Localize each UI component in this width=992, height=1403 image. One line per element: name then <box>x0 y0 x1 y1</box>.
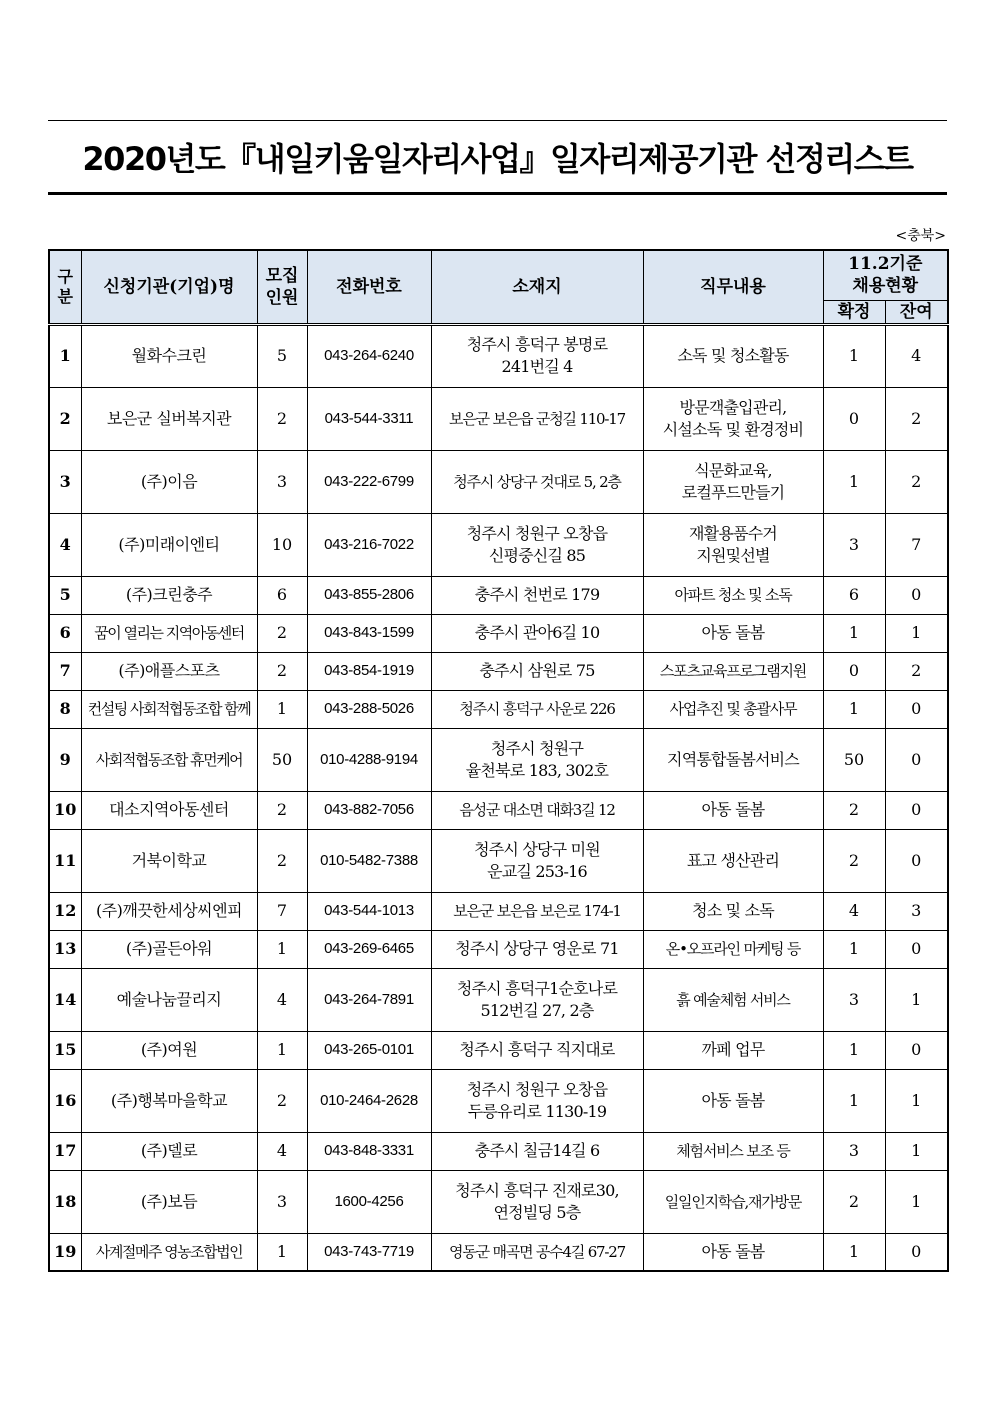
cell-no: 6 <box>49 614 81 652</box>
header-no: 구 분 <box>49 250 81 324</box>
cell-job: 청소 및 소독 <box>643 892 823 930</box>
cell-org: 예술나눔끌리지 <box>81 968 257 1031</box>
header-confirmed: 확정 <box>823 300 885 324</box>
table-body <box>49 324 948 1271</box>
cell-no: 14 <box>49 968 81 1031</box>
cell-phone: 043-265-0101 <box>307 1031 431 1069</box>
cell-count: 4 <box>257 968 307 1031</box>
cell-org: 보은군 실버복지관 <box>81 387 257 450</box>
cell-job: 흙 예술체험 서비스 <box>643 968 823 1031</box>
cell-phone: 043-269-6465 <box>307 930 431 968</box>
table-row <box>49 690 948 728</box>
cell-address: 청주시 청원구 오창읍 신평중신길 85 <box>431 513 643 576</box>
cell-phone: 043-264-6240 <box>307 324 431 387</box>
table-row <box>49 1031 948 1069</box>
cell-org: (주)크린충주 <box>81 576 257 614</box>
cell-count: 5 <box>257 324 307 387</box>
cell-job: 아동 돌봄 <box>643 1233 823 1271</box>
cell-address: 음성군 대소면 대화3길 12 <box>431 791 643 829</box>
cell-confirmed: 3 <box>823 968 885 1031</box>
cell-no: 3 <box>49 450 81 513</box>
table-row <box>49 728 948 791</box>
cell-confirmed: 3 <box>823 1132 885 1170</box>
table-row <box>49 1170 948 1233</box>
cell-count: 3 <box>257 450 307 513</box>
cell-org: (주)행복마을학교 <box>81 1069 257 1132</box>
cell-address: 청주시 흥덕구 사운로 226 <box>431 690 643 728</box>
cell-no: 9 <box>49 728 81 791</box>
cell-no: 10 <box>49 791 81 829</box>
cell-phone: 010-2464-2628 <box>307 1069 431 1132</box>
cell-remaining: 1 <box>885 1132 948 1170</box>
cell-confirmed: 1 <box>823 450 885 513</box>
cell-count: 1 <box>257 1233 307 1271</box>
cell-address: 청주시 흥덕구 진재로30, 연정빌딩 5층 <box>431 1170 643 1233</box>
cell-address: 충주시 관아6길 10 <box>431 614 643 652</box>
cell-count: 2 <box>257 829 307 892</box>
cell-phone: 043-288-5026 <box>307 690 431 728</box>
cell-count: 2 <box>257 652 307 690</box>
cell-address: 청주시 흥덕구 봉명로 241번길 4 <box>431 324 643 387</box>
cell-remaining: 2 <box>885 450 948 513</box>
cell-org: (주)이음 <box>81 450 257 513</box>
cell-confirmed: 2 <box>823 829 885 892</box>
cell-address: 청주시 상당구 미원 운교길 253-16 <box>431 829 643 892</box>
cell-job: 지역통합돌봄서비스 <box>643 728 823 791</box>
cell-address: 보은군 보은읍 군청길 110-17 <box>431 387 643 450</box>
region-label: <충북> <box>895 228 946 244</box>
cell-count: 4 <box>257 1132 307 1170</box>
cell-job: 아동 돌봄 <box>643 614 823 652</box>
cell-confirmed: 1 <box>823 690 885 728</box>
cell-job: 스포츠교육프로그램지원 <box>643 652 823 690</box>
cell-confirmed: 3 <box>823 513 885 576</box>
cell-confirmed: 4 <box>823 892 885 930</box>
cell-confirmed: 2 <box>823 1170 885 1233</box>
cell-phone: 043-743-7719 <box>307 1233 431 1271</box>
cell-no: 8 <box>49 690 81 728</box>
cell-address: 영동군 매곡면 공수4길 67-27 <box>431 1233 643 1271</box>
cell-job: 까페 업무 <box>643 1031 823 1069</box>
cell-count: 6 <box>257 576 307 614</box>
cell-job: 아동 돌봄 <box>643 1069 823 1132</box>
cell-confirmed: 6 <box>823 576 885 614</box>
cell-confirmed: 1 <box>823 1069 885 1132</box>
cell-confirmed: 1 <box>823 930 885 968</box>
cell-confirmed: 0 <box>823 387 885 450</box>
table-row <box>49 791 948 829</box>
cell-job: 온•오프라인 마케팅 등 <box>643 930 823 968</box>
cell-address: 청주시 흥덕구1순호나로 512번길 27, 2층 <box>431 968 643 1031</box>
cell-count: 1 <box>257 930 307 968</box>
cell-phone: 043-848-3331 <box>307 1132 431 1170</box>
cell-confirmed: 2 <box>823 791 885 829</box>
header-remaining: 잔여 <box>885 300 948 324</box>
cell-count: 2 <box>257 791 307 829</box>
cell-phone: 043-216-7022 <box>307 513 431 576</box>
cell-no: 16 <box>49 1069 81 1132</box>
cell-org: 월화수크린 <box>81 324 257 387</box>
cell-remaining: 1 <box>885 1069 948 1132</box>
cell-remaining: 1 <box>885 614 948 652</box>
title-block <box>48 120 947 195</box>
cell-phone: 043-882-7056 <box>307 791 431 829</box>
cell-org: (주)미래이엔티 <box>81 513 257 576</box>
table-row <box>49 1233 948 1271</box>
cell-confirmed: 0 <box>823 652 885 690</box>
cell-address: 보은군 보은읍 보은로 174-1 <box>431 892 643 930</box>
table-row <box>49 892 948 930</box>
table-row <box>49 614 948 652</box>
cell-no: 19 <box>49 1233 81 1271</box>
table-row <box>49 652 948 690</box>
cell-count: 1 <box>257 690 307 728</box>
cell-remaining: 0 <box>885 1031 948 1069</box>
cell-count: 2 <box>257 1069 307 1132</box>
cell-job: 체험서비스 보조 등 <box>643 1132 823 1170</box>
cell-count: 10 <box>257 513 307 576</box>
table-row <box>49 387 948 450</box>
cell-count: 2 <box>257 614 307 652</box>
header-address: 소재지 <box>431 250 643 324</box>
cell-no: 13 <box>49 930 81 968</box>
cell-phone: 1600-4256 <box>307 1170 431 1233</box>
cell-no: 7 <box>49 652 81 690</box>
cell-count: 7 <box>257 892 307 930</box>
cell-job: 표고 생산관리 <box>643 829 823 892</box>
cell-remaining: 0 <box>885 576 948 614</box>
cell-job: 소독 및 청소활동 <box>643 324 823 387</box>
table-row <box>49 324 948 387</box>
cell-remaining: 2 <box>885 652 948 690</box>
cell-count: 3 <box>257 1170 307 1233</box>
cell-address: 충주시 삼원로 75 <box>431 652 643 690</box>
cell-remaining: 2 <box>885 387 948 450</box>
cell-org: 사회적협동조합 휴먼케어 <box>81 728 257 791</box>
cell-job: 아파트 청소 및 소독 <box>643 576 823 614</box>
cell-confirmed: 1 <box>823 1233 885 1271</box>
table-row <box>49 576 948 614</box>
cell-job: 식문화교육, 로컬푸드만들기 <box>643 450 823 513</box>
cell-remaining: 0 <box>885 1233 948 1271</box>
table-row <box>49 930 948 968</box>
cell-job: 재활용품수거 지원및선별 <box>643 513 823 576</box>
cell-address: 청주시 청원구 오창읍 두릉유리로 1130-19 <box>431 1069 643 1132</box>
cell-phone: 043-222-6799 <box>307 450 431 513</box>
cell-org: (주)여원 <box>81 1031 257 1069</box>
cell-address: 청주시 흥덕구 직지대로 <box>431 1031 643 1069</box>
header-org: 신청기관(기업)명 <box>81 250 257 324</box>
cell-address: 청주시 상당구 것대로 5, 2층 <box>431 450 643 513</box>
cell-count: 1 <box>257 1031 307 1069</box>
cell-no: 5 <box>49 576 81 614</box>
cell-no: 2 <box>49 387 81 450</box>
table-row <box>49 829 948 892</box>
cell-remaining: 0 <box>885 728 948 791</box>
cell-org: 대소지역아동센터 <box>81 791 257 829</box>
table-row <box>49 513 948 576</box>
cell-job: 방문객출입관리, 시설소독 및 환경정비 <box>643 387 823 450</box>
cell-remaining: 7 <box>885 513 948 576</box>
cell-org: 사계절메주 영농조합법인 <box>81 1233 257 1271</box>
header-job: 직무내용 <box>643 250 823 324</box>
cell-job: 일일인지학습,재가방문 <box>643 1170 823 1233</box>
cell-remaining: 4 <box>885 324 948 387</box>
cell-org: (주)델로 <box>81 1132 257 1170</box>
cell-remaining: 0 <box>885 791 948 829</box>
cell-address: 청주시 청원구 율천북로 183, 302호 <box>431 728 643 791</box>
cell-org: (주)애플스포츠 <box>81 652 257 690</box>
cell-phone: 043-843-1599 <box>307 614 431 652</box>
cell-no: 15 <box>49 1031 81 1069</box>
cell-count: 50 <box>257 728 307 791</box>
cell-no: 4 <box>49 513 81 576</box>
cell-count: 2 <box>257 387 307 450</box>
table-row <box>49 450 948 513</box>
cell-confirmed: 50 <box>823 728 885 791</box>
cell-address: 충주시 천번로 179 <box>431 576 643 614</box>
cell-job: 사업추진 및 총괄사무 <box>643 690 823 728</box>
cell-confirmed: 1 <box>823 324 885 387</box>
cell-no: 18 <box>49 1170 81 1233</box>
table-row <box>49 968 948 1031</box>
cell-phone: 043-854-1919 <box>307 652 431 690</box>
cell-phone: 010-4288-9194 <box>307 728 431 791</box>
cell-job: 아동 돌봄 <box>643 791 823 829</box>
page-title: 2020년도『내일키움일자리사업』일자리제공기관 선정리스트 <box>82 139 913 178</box>
header-count: 모집 인원 <box>257 250 307 324</box>
table-row <box>49 1132 948 1170</box>
cell-org: (주)보듬 <box>81 1170 257 1233</box>
cell-remaining: 3 <box>885 892 948 930</box>
cell-org: (주)깨끗한세상씨엔피 <box>81 892 257 930</box>
header-phone: 전화번호 <box>307 250 431 324</box>
cell-no: 11 <box>49 829 81 892</box>
cell-remaining: 0 <box>885 829 948 892</box>
cell-org: 거북이학교 <box>81 829 257 892</box>
cell-phone: 043-544-1013 <box>307 892 431 930</box>
cell-address: 충주시 칠금14길 6 <box>431 1132 643 1170</box>
cell-phone: 010-5482-7388 <box>307 829 431 892</box>
cell-no: 17 <box>49 1132 81 1170</box>
cell-org: 컨설팅 사회적협동조합 함께 <box>81 690 257 728</box>
cell-org: 꿈이 열리는 지역아동센터 <box>81 614 257 652</box>
cell-remaining: 0 <box>885 930 948 968</box>
cell-phone: 043-855-2806 <box>307 576 431 614</box>
cell-confirmed: 1 <box>823 614 885 652</box>
cell-address: 청주시 상당구 영운로 71 <box>431 930 643 968</box>
cell-no: 1 <box>49 324 81 387</box>
cell-phone: 043-264-7891 <box>307 968 431 1031</box>
cell-phone: 043-544-3311 <box>307 387 431 450</box>
cell-org: (주)골든아워 <box>81 930 257 968</box>
cell-remaining: 0 <box>885 690 948 728</box>
organization-table <box>48 249 949 1272</box>
cell-remaining: 1 <box>885 1170 948 1233</box>
cell-remaining: 1 <box>885 968 948 1031</box>
table-row <box>49 1069 948 1132</box>
cell-confirmed: 1 <box>823 1031 885 1069</box>
header-status-group: 11.2기준 채용현황 <box>823 250 948 300</box>
cell-no: 12 <box>49 892 81 930</box>
